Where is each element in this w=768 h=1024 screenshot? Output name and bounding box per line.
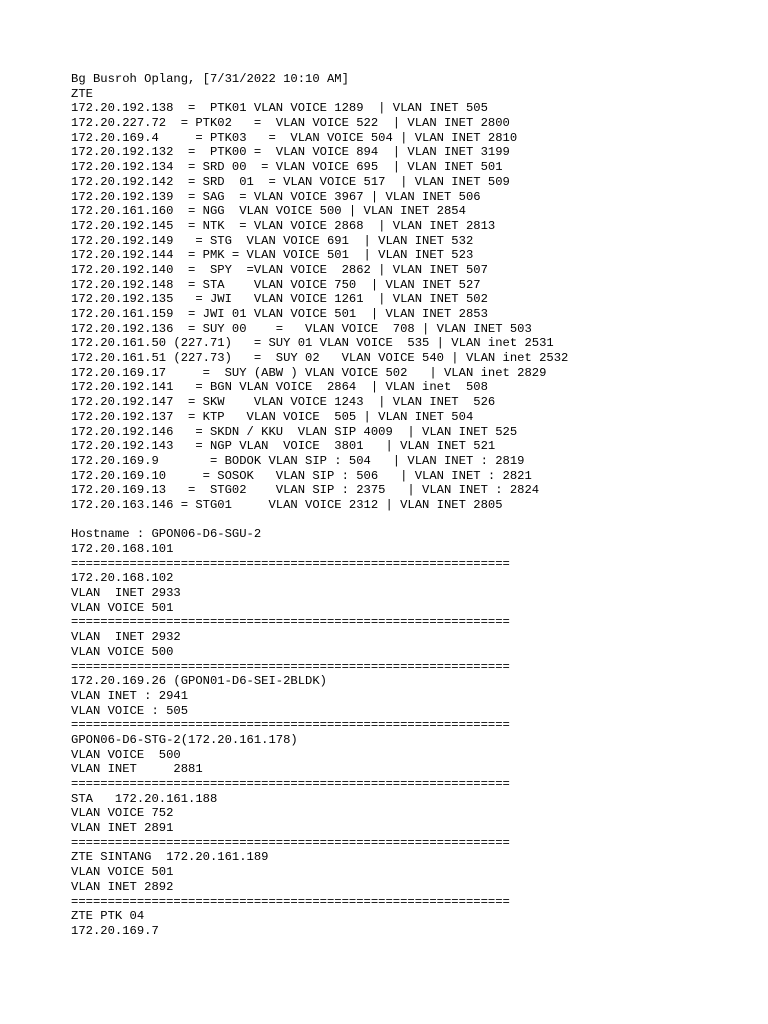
text-line: 172.20.192.144 = PMK = VLAN VOICE 501 | VLAN INET 523 <box>71 248 474 263</box>
text-line: 172.20.163.146 = STG01 VLAN VOICE 2312 | VLAN INET 2805 <box>71 497 503 512</box>
text-line: 172.20.192.134 = SRD 00 = VLAN VOICE 695 | VLAN INET 501 <box>71 160 503 175</box>
text-line: VLAN VOICE 752 <box>71 806 174 821</box>
text-line: 172.20.169.7 <box>71 923 159 938</box>
text-line: 172.20.192.139 = SAG = VLAN VOICE 3967 | VLAN INET 506 <box>71 189 481 204</box>
separator-line: ============================================================ <box>71 556 510 571</box>
text-line: 172.20.168.101 <box>71 542 174 556</box>
text-line: 172.20.169.4 = PTK03 = VLAN VOICE 504 | VLAN INET 2810 <box>71 130 518 145</box>
text-line: 172.20.192.142 = SRD 01 = VLAN VOICE 517 | VLAN INET 509 <box>71 174 510 189</box>
text-line: VLAN VOICE 500 <box>71 644 174 659</box>
text-line: VLAN INET 2892 <box>71 879 174 894</box>
text-line: 172.20.169.17 = SUY (ABW ) VLAN VOICE 502 | VLAN inet 2829 <box>71 365 547 380</box>
text-line: Hostname : GPON06-D6-SGU-2 <box>71 527 262 542</box>
separator-line: ============================================================ <box>71 835 510 850</box>
text-line: VLAN INET 2932 <box>71 630 181 645</box>
separator-line: ============================================================ <box>71 894 510 909</box>
text-line: 172.20.192.132 = PTK00 = VLAN VOICE 894 | VLAN INET 3199 <box>71 145 510 160</box>
text-line: 172.20.192.136 = SUY 00 = VLAN VOICE 708 | VLAN INET 503 <box>71 321 532 336</box>
text-line: 172.20.169.9 = BODOK VLAN SIP : 504 | VLAN INET : 2819 <box>71 453 525 468</box>
separator-line: ============================================================ <box>71 777 510 791</box>
text-line: 172.20.169.13 = STG02 VLAN SIP : 2375 | VLAN INET : 2824 <box>71 483 540 498</box>
text-line: 172.20.192.149 = STG VLAN VOICE 691 | VLAN INET 532 <box>71 233 474 248</box>
text-line: VLAN VOICE 500 <box>71 747 181 762</box>
text-line: 172.20.192.148 = STA VLAN VOICE 750 | VLAN INET 527 <box>71 277 481 292</box>
text-line: VLAN INET 2881 <box>71 762 203 777</box>
text-line: VLAN VOICE 501 <box>71 865 174 880</box>
text-line: 172.20.168.102 <box>71 571 174 586</box>
text-line: 172.20.192.143 = NGP VLAN VOICE 3801 | VLAN INET 521 <box>71 439 496 454</box>
text-line: 172.20.192.140 = SPY =VLAN VOICE 2862 | VLAN INET 507 <box>71 262 488 277</box>
text-line: 172.20.227.72 = PTK02 = VLAN VOICE 522 | VLAN INET 2800 <box>71 116 510 131</box>
text-line: 172.20.192.135 = JWI VLAN VOICE 1261 | VLAN INET 502 <box>71 292 488 307</box>
text-line: VLAN INET : 2941 <box>71 688 189 703</box>
text-line: 172.20.192.146 = SKDN / KKU VLAN SIP 4009 | VLAN INET 525 <box>71 424 518 439</box>
text-line: ZTE PTK 04 <box>71 909 145 924</box>
text-line: 172.20.169.10 = SOSOK VLAN SIP : 506 | VLAN INET : 2821 <box>71 468 532 483</box>
text-line: 172.20.161.51 (227.73) = SUY 02 VLAN VOICE 540 | VLAN inet 2532 <box>71 351 569 366</box>
text-line: ZTE <box>71 86 93 101</box>
text-line: 172.20.161.159 = JWI 01 VLAN VOICE 501 | VLAN INET 2853 <box>71 307 488 321</box>
text-line: ZTE SINTANG 172.20.161.189 <box>71 850 269 865</box>
text-line: 172.20.192.137 = KTP VLAN VOICE 505 | VLAN INET 504 <box>71 409 474 424</box>
text-line: 172.20.169.26 (GPON01-D6-SEI-2BLDK) <box>71 674 327 689</box>
separator-line: ============================================================ <box>71 659 510 674</box>
text-line: 172.20.192.147 = SKW VLAN VOICE 1243 | VLAN INET 526 <box>71 395 496 410</box>
document-body <box>71 72 751 939</box>
text-line: 172.20.161.160 = NGG VLAN VOICE 500 | VLAN INET 2854 <box>71 204 466 219</box>
blank-line <box>71 513 751 528</box>
text-line: 172.20.161.50 (227.71) = SUY 01 VLAN VOICE 535 | VLAN inet 2531 <box>71 336 554 351</box>
text-line: STA 172.20.161.188 <box>71 791 218 806</box>
separator-line: ============================================================ <box>71 718 510 733</box>
text-line: VLAN INET 2891 <box>71 821 174 836</box>
text-line: VLAN INET 2933 <box>71 586 181 601</box>
text-line: VLAN VOICE 501 <box>71 600 174 615</box>
text-line: 172.20.192.141 = BGN VLAN VOICE 2864 | VLAN inet 508 <box>71 380 488 395</box>
text-line: VLAN VOICE : 505 <box>71 703 189 718</box>
text-line: 172.20.192.138 = PTK01 VLAN VOICE 1289 | VLAN INET 505 <box>71 101 488 116</box>
text-line: 172.20.192.145 = NTK = VLAN VOICE 2868 | VLAN INET 2813 <box>71 218 496 233</box>
separator-line: ============================================================ <box>71 615 510 630</box>
text-line: Bg Busroh Oplang, [7/31/2022 10:10 AM] <box>71 72 349 86</box>
text-line: GPON06-D6-STG-2(172.20.161.178) <box>71 732 298 747</box>
